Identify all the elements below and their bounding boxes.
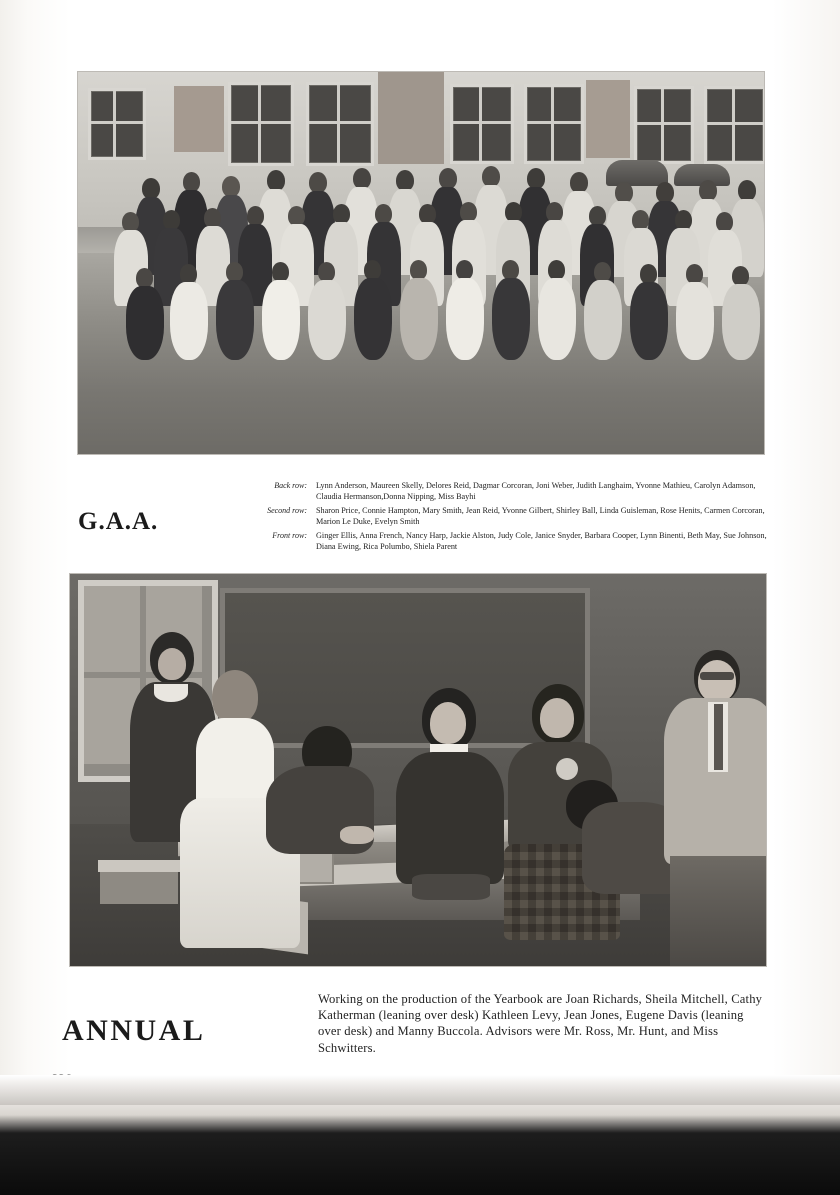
person-front-row (262, 262, 300, 360)
building-window (634, 86, 694, 164)
eyeglasses (700, 672, 734, 680)
building-window (450, 84, 514, 164)
annual-caption (318, 991, 768, 1056)
person-front-row (308, 262, 346, 360)
gaa-section-title: G.A.A. (78, 507, 159, 535)
brick-pillar (586, 80, 630, 158)
gaa-group-photo (78, 72, 764, 454)
caption-row-label: Back row: (274, 481, 307, 490)
annual-staff-photo (70, 574, 766, 966)
caption-row-names: Sharon Price, Connie Hampton, Mary Smith, Jean Reid, Yvonne Gilbert, Shirley Ball, Linda Guisleman, Rose Henits, Carmen Corcoran, Marion Le Duke, Evelyn Smith (316, 505, 765, 527)
building-window (524, 84, 584, 164)
student-center-dark-dress (396, 688, 504, 938)
person-front-row (722, 266, 760, 360)
brick-pillar (378, 72, 444, 164)
building-window (306, 82, 374, 166)
person-front-row (216, 262, 254, 360)
person-front-row (170, 264, 208, 360)
caption-row-label: Second row: (267, 505, 307, 515)
brick-pillar (174, 86, 224, 152)
building-window (704, 86, 764, 164)
caption-row-names: Lynn Anderson, Maureen Skelly, Delores Reid, Dagmar Corcoran, Joni Weber, Judith Langhaim, Yvonne Mathieu, Carolyn Adamson, Claudia Hermanson,Donna Nipping, Miss Bayhi (316, 481, 756, 502)
student-male-with-glasses (660, 650, 766, 950)
person-front-row (676, 264, 714, 360)
scan-edge-shadow (0, 1075, 840, 1195)
caption-row-label: Front row: (272, 530, 307, 540)
building-window (228, 82, 294, 166)
person-front-row (538, 260, 576, 360)
building-window (88, 88, 146, 160)
annual-section-title: ANNUAL (62, 1013, 206, 1047)
person-front-row (492, 260, 530, 360)
caption-row (249, 505, 769, 528)
person-front-row (630, 264, 668, 360)
gaa-caption (249, 480, 769, 554)
person-front-row (126, 268, 164, 360)
person-front-row (446, 260, 484, 360)
caption-row (249, 480, 769, 503)
caption-row-names: Ginger Ellis, Anna French, Nancy Harp, Jackie Alston, Judy Cole, Janice Snyder, Barbara Cooper, Lynn Binenti, Beth May, Sue Johnson, Diana Ewing, Rica Polumbo, Shiela Parent (316, 530, 767, 552)
person-front-row (354, 260, 392, 360)
caption-row (249, 530, 769, 553)
person-front-row (400, 260, 438, 360)
student-leaning-over-desk (266, 726, 376, 876)
annual-caption-text: Working on the production of the Yearbook are Joan Richards, Sheila Mitchell, Cathy Katherman (leaning over desk) Kathleen Levy, Jean Jones, Eugene Davis (leaning over desk) and Manny Buccola. Advisors were Mr. Ross, Mr. Hunt, and Miss Schwitters. (318, 992, 763, 1055)
person-front-row (584, 262, 622, 360)
